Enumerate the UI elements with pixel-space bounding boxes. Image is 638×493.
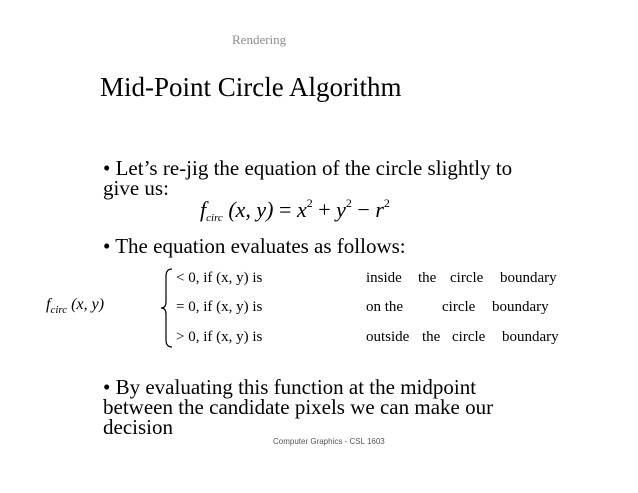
- bullet-2: • The equation evaluates as follows:: [103, 234, 406, 258]
- slide-title: Mid-Point Circle Algorithm: [100, 72, 402, 102]
- case-row-on: [176, 299, 549, 316]
- eq-r: r: [375, 197, 384, 222]
- eq-x-exp: 2: [306, 196, 313, 210]
- eq-y-exp: 2: [345, 196, 352, 210]
- bullet-1-line-1: • Let’s re-jig the equation of the circle slightly to: [103, 156, 513, 180]
- bullet-3-line-2: between the candidate pixels we can make our: [103, 395, 494, 419]
- eq-f-sub: circ: [206, 212, 223, 224]
- eq-plus: +: [318, 197, 331, 222]
- bullet-3-line-3: decision: [103, 415, 173, 439]
- cases-brace: [160, 268, 174, 348]
- bullet-3-line-1: • By evaluating this function at the midpoint: [103, 375, 477, 399]
- cases-f-sub: circ: [50, 304, 68, 316]
- circle-equation: [200, 196, 390, 224]
- eq-minus: −: [357, 197, 370, 222]
- eq-x: x: [296, 197, 307, 222]
- case-boundary: boundary: [502, 329, 559, 345]
- slide-header: Rendering: [232, 32, 287, 47]
- case-circle: circle: [442, 299, 476, 315]
- case-cond: outside: [366, 329, 410, 345]
- case-the: the: [418, 270, 437, 286]
- case-rel: = 0, if (x, y) is: [176, 299, 263, 315]
- cases-args: (x, y): [71, 296, 105, 313]
- case-cond: inside: [366, 270, 402, 286]
- eq-equals: =: [279, 197, 292, 222]
- case-circle: circle: [452, 329, 486, 345]
- case-boundary: boundary: [492, 299, 549, 315]
- cases-lhs: [46, 296, 104, 316]
- eq-args: (x, y): [228, 197, 274, 222]
- bullet-1-line-2: give us:: [103, 176, 169, 200]
- case-boundary: boundary: [500, 270, 557, 286]
- cases-f: f: [46, 296, 51, 313]
- slide-footer: Computer Graphics - CSL 1603: [273, 437, 385, 446]
- case-row-outside: [176, 329, 559, 346]
- case-rel: > 0, if (x, y) is: [176, 329, 263, 345]
- case-row-inside: [176, 270, 557, 287]
- eq-y: y: [336, 197, 346, 222]
- case-the: the: [422, 329, 441, 345]
- case-rel: < 0, if (x, y) is: [176, 270, 263, 286]
- case-circle: circle: [450, 270, 484, 286]
- eq-f: f: [200, 197, 207, 222]
- case-cond: on the: [366, 299, 404, 315]
- eq-r-exp: 2: [383, 196, 390, 210]
